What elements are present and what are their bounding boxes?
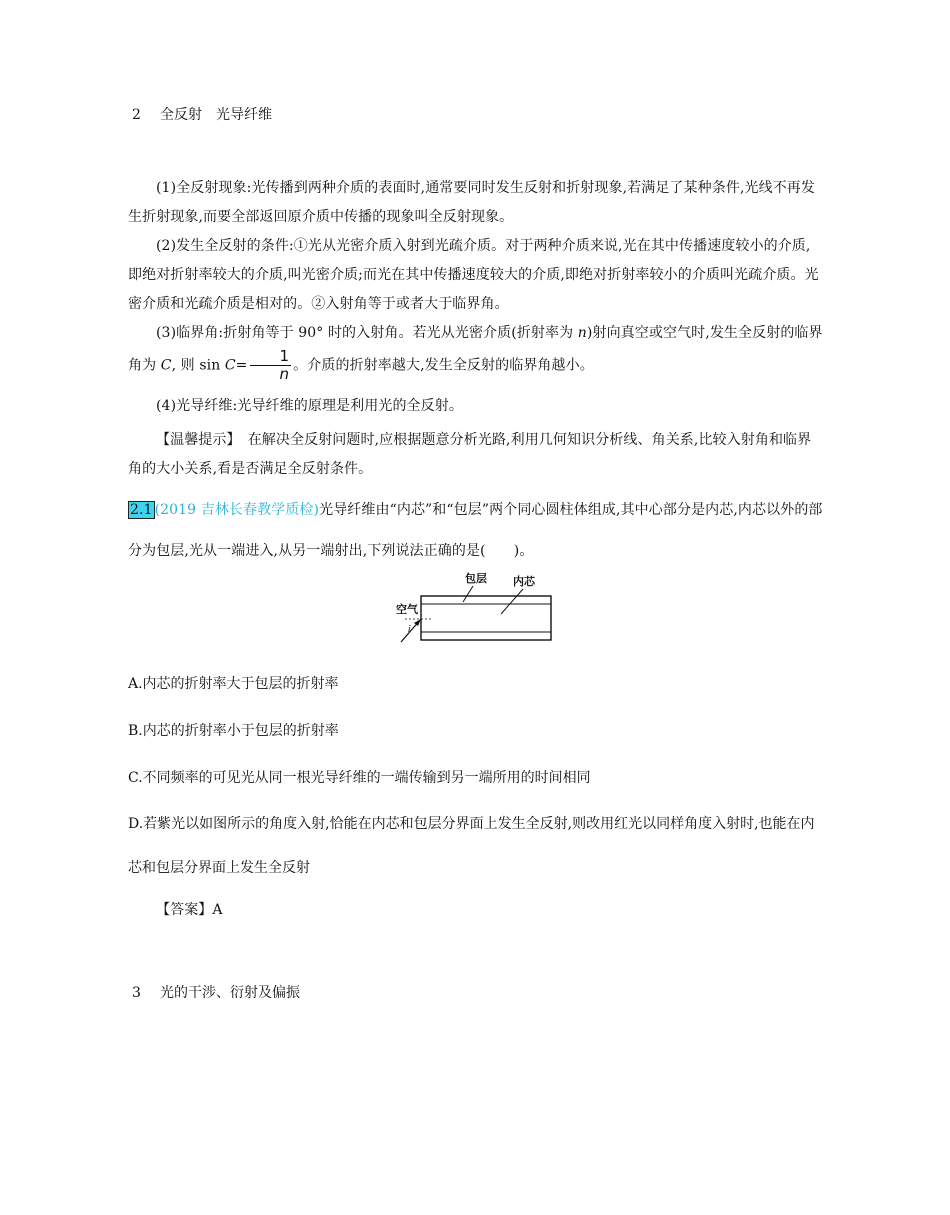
option-a[interactable]: A.内芯的折射率大于包层的折射率 [128,676,339,692]
air-label: 空气 [396,603,418,616]
option-d[interactable]: D.若紫光以如图所示的角度入射,恰能在内芯和包层分界面上发生全反射,则改用红光以同样角度入射时,也能在内芯和包层分界面上发生全反射 [128,816,815,876]
question-stem: 光导纤维由“内芯”和“包层”两个同心圆柱体组成,其中心部分是内芯,内芯以外的部分为包层,光从一端进入,从另一端射出,下列说法正确的是( )。 [128,502,823,559]
cladding-label: 包层 [465,572,487,585]
fraction-numerator: 1 [250,348,292,366]
equals-sign: = [235,357,248,374]
paragraph-3: (3)临界角:折射角等于 90° 时的入射角。若光从光密介质(折射率为 n)射向真空或空气时,发生全反射的临界角为 C, 则 sin C= $\frac{1}{n}$ 。介质的折射率越大,发生全反射的临界角越小。 [128,325,823,383]
core-label: 内芯 [513,575,535,588]
fraction-1-over-n [250,348,292,383]
cladding-leader-line [463,586,473,602]
fraction-denominator: n [279,365,290,383]
paragraph-1: (1)全反射现象:光传播到两种介质的表面时,通常要同时发生反射和折射现象,若满足了某种条件,光线不再发生折射现象,而要全部返回原介质中传播的现象叫全反射现象。 [128,180,815,225]
question-2-1 [128,490,824,572]
question-source: (2019 吉林长春教学质检) [154,502,320,518]
tip-label: 【温馨提示】 [156,432,234,448]
tip-text: 在解决全反射问题时,应根据题意分析光路,利用几何知识分析线、角关系,比较入射角和临界角的大小关系,看是否满足全反射条件。 [128,432,812,477]
section-number: 2 [132,107,141,123]
section-title: 全反射 光导纤维 [160,107,272,123]
question-number[interactable]: 2.1 [130,502,153,518]
fiber-outline [421,596,551,640]
symbol-n: n [577,325,587,341]
symbol-c: C [224,357,236,374]
section-number: 3 [132,985,141,1001]
option-c[interactable]: C.不同频率的可见光从同一根光导纤维的一端传输到另一端所用的时间相同 [128,770,591,786]
paragraph-2: (2)发生全反射的条件:①光从光密介质入射到光疏介质。对于两种介质来说,光在其中传播速度较小的介质,即绝对折射率较大的介质,叫光密介质;而光在其中传播速度较大的介质,即绝对折射率较小的介质叫光疏介质。光密介质和光疏介质是相对的。②入射角等于或者大于临界角。 [128,238,819,312]
answer: 【答案】A [156,902,223,918]
option-b[interactable]: B.内芯的折射率小于包层的折射率 [128,723,339,739]
paragraph-4: (4)光导纤维:光导纤维的原理是利用光的全反射。 [156,398,463,414]
symbol-c: C [160,357,172,374]
section-3-heading [132,983,300,1003]
section-2-heading [132,105,272,125]
core-leader-line [501,589,523,614]
tip-paragraph [128,426,824,484]
section-title: 光的干涉、衍射及偏振 [160,985,300,1001]
fiber-diagram [393,570,558,648]
incident-angle-label: i [408,625,411,635]
